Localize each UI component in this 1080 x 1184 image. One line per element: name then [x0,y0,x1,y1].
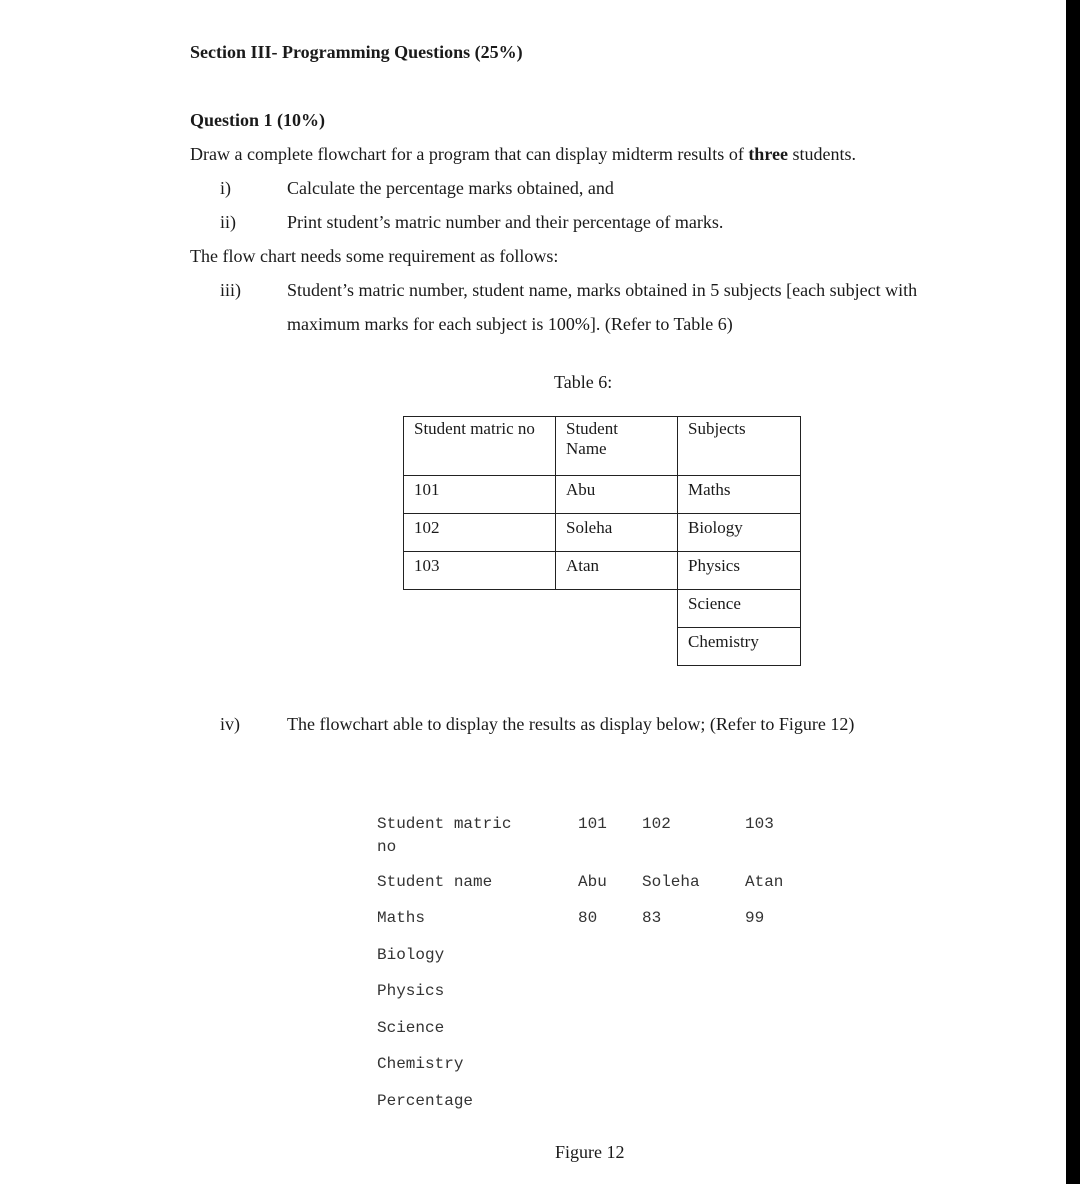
cell-subject: Maths [678,476,801,514]
fig-value: 80 [578,909,598,927]
table-row [404,590,801,628]
section-title: Section III- Programming Questions (25%) [190,42,523,62]
table-row [404,476,801,514]
header-matric: Student matric no [404,417,556,476]
item-iv-number: iv) [220,714,240,734]
cell-matric: 101 [404,476,556,514]
requirement-intro: The flow chart needs some requirement as follows: [190,246,559,266]
cell-matric: 103 [404,552,556,590]
empty-cell [556,628,678,666]
cell-name: Soleha [556,514,678,552]
fig-value: Abu [578,873,607,891]
fig-label-percentage: Percentage [377,1092,474,1110]
item-iii-line2: maximum marks for each subject is 100%]. (Refer to Table 6) [287,314,733,334]
fig-label-matric-cont: no [377,838,397,856]
fig-label-chemistry: Chemistry [377,1055,464,1073]
table-caption: Table 6: [554,372,613,392]
fig-label-science: Science [377,1019,445,1037]
fig-label-matric: Student matric [377,815,512,833]
fig-value: 102 [642,815,671,833]
fig-label-name: Student name [377,873,493,891]
fig-value: Soleha [642,873,700,891]
empty-cell [404,628,556,666]
table-6 [403,416,801,666]
table-row [404,514,801,552]
item-iii-line1: Student’s matric number, student name, marks obtained in 5 subjects [each subject with [287,280,918,300]
cell-subject: Chemistry [678,628,801,666]
empty-cell [556,590,678,628]
figure-caption: Figure 12 [555,1142,625,1162]
table-header-row [404,417,801,476]
cell-subject: Physics [678,552,801,590]
empty-cell [404,590,556,628]
intro-text-before: Draw a complete flowchart for a program that can display midterm results of [190,144,749,164]
cell-matric: 102 [404,514,556,552]
cell-subject: Science [678,590,801,628]
cell-name: Abu [556,476,678,514]
question-intro [190,144,856,165]
intro-text-after: students. [787,144,856,164]
fig-value: 103 [745,815,774,833]
fig-label-maths: Maths [377,909,426,927]
fig-label-biology: Biology [377,946,445,964]
header-subjects: Subjects [678,417,801,476]
item-ii-number: ii) [220,212,236,232]
item-ii-text: Print student’s matric number and their percentage of marks. [287,212,724,232]
item-iii-number: iii) [220,280,241,300]
question-title: Question 1 (10%) [190,110,325,130]
fig-value: 83 [642,909,662,927]
table-row [404,552,801,590]
header-name: Student Name [556,417,678,476]
fig-value: 99 [745,909,765,927]
item-iv-text: The flowchart able to display the results as display below; (Refer to Figure 12) [287,714,855,734]
fig-value: 101 [578,815,607,833]
table-row [404,628,801,666]
item-i-number: i) [220,178,231,198]
fig-label-physics: Physics [377,982,445,1000]
fig-value: Atan [745,873,784,891]
cell-subject: Biology [678,514,801,552]
intro-bold-word: three [748,144,788,164]
item-i-text: Calculate the percentage marks obtained, and [287,178,614,198]
cell-name: Atan [556,552,678,590]
